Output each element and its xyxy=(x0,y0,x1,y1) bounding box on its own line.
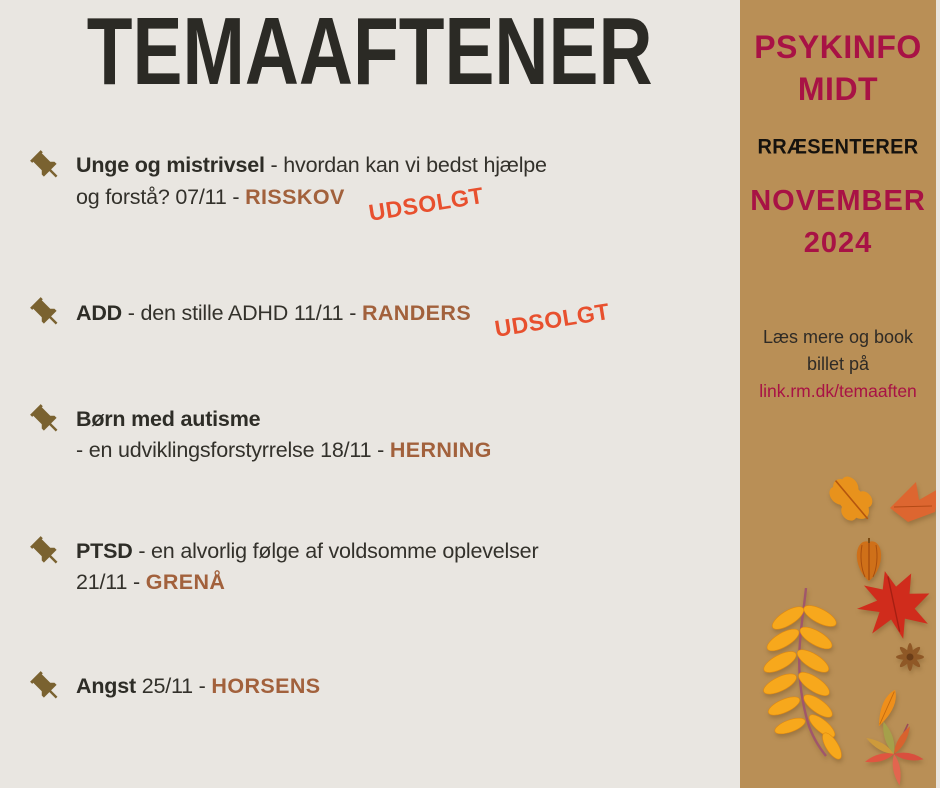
pushpin-icon xyxy=(28,148,64,184)
event-item-born-med-autisme xyxy=(28,404,492,466)
pushpin-icon xyxy=(28,669,64,705)
booking-link[interactable]: link.rm.dk/temaaften xyxy=(759,381,917,401)
event-description-line2: og forstå? 07/11 - xyxy=(76,185,246,209)
edge-leaf-icon xyxy=(890,480,936,526)
soldout-badge: UDSOLGT xyxy=(366,181,486,226)
event-description: - hvordan kan vi bedst hjælpe xyxy=(264,153,547,177)
presents-label: RRÆSENTERER xyxy=(757,135,919,159)
event-city: GRENÅ xyxy=(145,570,226,594)
star-anise-icon xyxy=(891,640,929,674)
event-text xyxy=(76,297,612,342)
event-item-unge-og-mistrivsel xyxy=(28,150,547,226)
title-wrap xyxy=(0,0,740,105)
booking-info-line1: Læs mere og book xyxy=(762,327,914,347)
pushpin-icon xyxy=(28,402,64,438)
month-line2: 2024 xyxy=(803,227,873,259)
brand-title xyxy=(740,26,936,110)
month-line1: NOVEMBER xyxy=(750,185,926,217)
event-text xyxy=(76,536,538,598)
event-item-ptsd xyxy=(28,536,538,598)
brand-line2: MIDT xyxy=(797,71,879,107)
event-topic: ADD xyxy=(76,301,122,325)
event-topic: Angst xyxy=(76,674,136,698)
page-title: TEMAAFTENER xyxy=(87,0,653,105)
event-description: - den stille ADHD 11/11 - xyxy=(121,301,362,325)
event-description: - en alvorlig følge af voldsomme oplevelser xyxy=(132,539,539,563)
maple-leaf-icon xyxy=(852,568,936,642)
event-city: RANDERS xyxy=(361,301,472,325)
event-item-angst xyxy=(28,671,321,705)
creeper-leaf-icon xyxy=(830,720,936,788)
booking-info-line2: billet på xyxy=(806,354,870,374)
event-topic: Børn med autisme xyxy=(76,407,261,431)
event-item-add xyxy=(28,297,612,342)
event-description-line2: 21/11 - xyxy=(76,570,146,594)
event-city: HERNING xyxy=(389,438,492,462)
event-topic: PTSD xyxy=(76,539,133,563)
event-text xyxy=(76,671,321,702)
oak-leaf-icon xyxy=(820,470,882,528)
event-text xyxy=(76,404,492,466)
pushpin-icon xyxy=(28,534,64,570)
sidebar xyxy=(740,0,936,788)
event-text xyxy=(76,150,547,226)
event-city: RISSKOV xyxy=(245,185,345,209)
month-title xyxy=(740,180,936,264)
brand-line1: PSYKINFO xyxy=(754,29,922,65)
booking-info xyxy=(740,324,936,405)
pushpin-icon xyxy=(28,295,64,331)
soldout-badge: UDSOLGT xyxy=(492,297,612,342)
event-description: 25/11 - xyxy=(135,674,212,698)
event-description-line2: - en udviklingsforstyrrelse 18/11 - xyxy=(76,438,390,462)
event-topic: Unge og mistrivsel xyxy=(76,153,265,177)
event-city: HORSENS xyxy=(211,674,321,698)
